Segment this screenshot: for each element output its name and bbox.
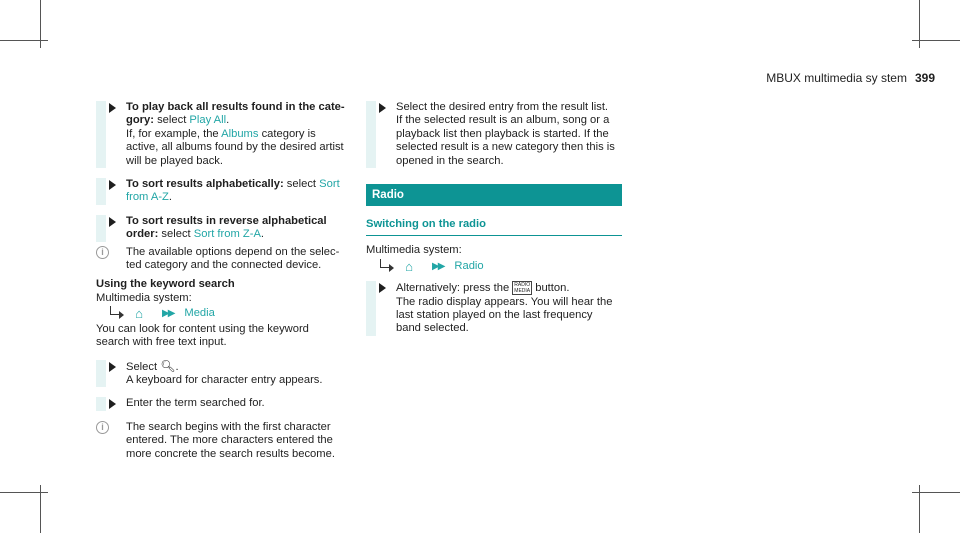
- step-arrow-icon: [379, 103, 386, 113]
- crop-mark: [912, 492, 960, 493]
- home-icon: ⌂: [405, 258, 413, 274]
- nav-path: [380, 260, 622, 273]
- left-column: To play back all results found in the cate‐ gory: select Play All. If, for example, the Albums category is active, all albums found by the desired artist will be played back. To sort results alphabetically: select Sort from A-Z. To sort results in reverse alphabetical order: select Sort from Z-A. i The available options depend on the selec‐ ted category and the connected device. Using the keyword search Multimedia system: ⌂ ▶▶ Media You can look for content using the keyword search with free text input. Select 🔍︎. A keyboard for character entry appears. Enter the term searched for. i The search begins with the first character entered. The more characters entered the more concrete the search results become.: [96, 101, 358, 471]
- note-options: i The available options depend on the selec‐ ted category and the connected device.: [96, 246, 358, 273]
- sort-az-link[interactable]: from A-Z: [126, 191, 169, 204]
- radio-media-button-icon: RADIO MEDIA: [514, 282, 531, 295]
- header-title: MBUX multimedia sy stem: [766, 71, 907, 85]
- path-arrow-icon: [110, 306, 119, 315]
- nav-path: [110, 307, 358, 320]
- info-icon: i: [96, 246, 109, 259]
- step-arrow-icon: [379, 283, 386, 293]
- sort-link[interactable]: Sort: [319, 178, 340, 191]
- step-arrow-icon: [109, 103, 116, 113]
- step-sort-az: To sort results alphabetically: select Sort from A-Z.: [96, 178, 358, 205]
- keyword-search-heading: Using the keyword search: [96, 278, 235, 291]
- albums-link[interactable]: Albums: [221, 127, 259, 140]
- multimedia-system-label: Multimedia system:: [366, 244, 462, 257]
- media-path-item[interactable]: Media: [184, 307, 215, 320]
- radio-section-heading: Radio: [366, 184, 622, 206]
- search-icon[interactable]: 🔍︎: [160, 358, 176, 373]
- step-arrow-icon: [109, 399, 116, 409]
- right-column: [366, 101, 622, 346]
- chevron-icon: ▶▶: [162, 308, 174, 320]
- info-icon: i: [96, 421, 109, 434]
- crop-mark: [0, 40, 48, 41]
- step-select-search: Select 🔍︎. A keyboard for character entry appears.: [96, 360, 358, 388]
- home-icon: ⌂: [135, 306, 143, 322]
- page-number: 399: [914, 71, 935, 85]
- multimedia-system-label: Multimedia system:: [96, 291, 192, 304]
- path-arrow-icon: [380, 259, 389, 268]
- crop-mark: [0, 492, 48, 493]
- step-sort-za: To sort results in reverse alphabetical order: select Sort from Z-A.: [96, 215, 358, 242]
- step-arrow-icon: [109, 362, 116, 372]
- step-select-entry: Select the desired entry from the result list. If the selected result is an album, song or a playback list then playback is started. If the selected result is a new category then this is opened in the search.: [366, 101, 622, 168]
- radio-path-item[interactable]: Radio: [454, 259, 484, 272]
- step-play-all: To play back all results found in the cate‐ gory: select Play All. If, for example, the Albums category is active, all albums found by the desired artist will be played back.: [96, 101, 358, 168]
- step-press-radio: Alternatively: press the RADIO MEDIA button. The radio display appears. You will hear the last station played on the last frequency band selected.: [366, 281, 622, 336]
- switching-radio-heading: Switching on the radio: [366, 218, 622, 236]
- page-header: [766, 72, 935, 85]
- step-arrow-icon: [109, 217, 116, 227]
- crop-mark: [912, 40, 960, 41]
- sort-za-link[interactable]: Sort from Z-A: [193, 228, 261, 241]
- chevron-icon: ▶▶: [432, 260, 444, 272]
- step-enter-term: Enter the term searched for.: [96, 397, 358, 410]
- note-search: i The search begins with the first character entered. The more characters entered the more concrete the search results become.: [96, 421, 358, 461]
- step-arrow-icon: [109, 180, 116, 190]
- play-all-link[interactable]: Play All: [189, 114, 227, 127]
